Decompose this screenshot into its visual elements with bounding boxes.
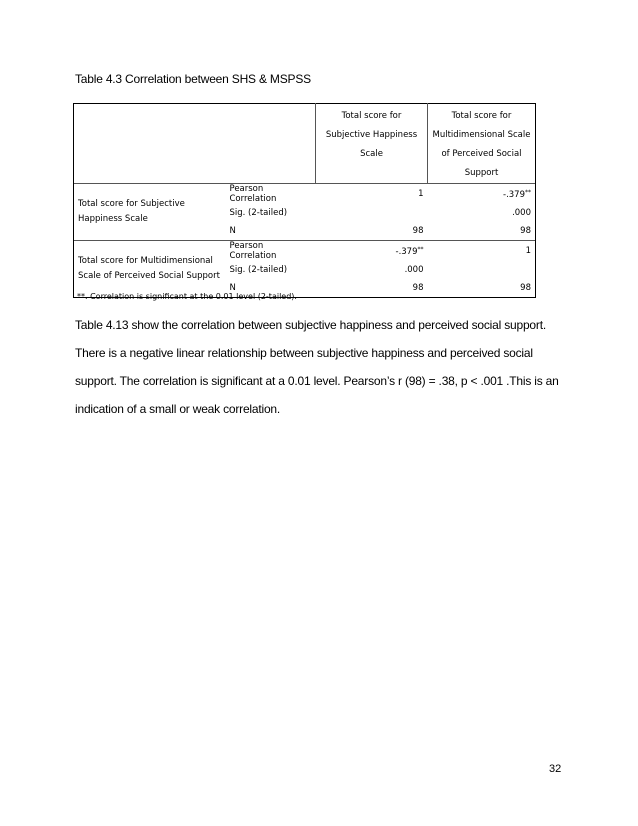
- table-footnote: **. Correlation is significant at the 0.01 level (2-tailed).: [77, 292, 297, 301]
- table-caption: Table 4.3 Correlation between SHS & MSPSS: [75, 72, 311, 86]
- stat-label: Sig. (2-tailed): [229, 208, 288, 218]
- correlation-table: [73, 103, 536, 298]
- cell-value: [316, 204, 428, 222]
- paragraph-line: support. The correlation is significant at a 0.01 level. Pearson’s r (98) = .38, p < .001 .This is an: [75, 374, 559, 388]
- cell-value: 98: [412, 226, 424, 236]
- paragraph-line: indication of a small or weak correlation.: [75, 402, 281, 416]
- cell-value: -.379**: [428, 184, 536, 205]
- col-header-shs: Total score for Subjective Happiness Scale: [316, 104, 428, 184]
- cell-value: 98: [428, 222, 536, 241]
- col-header-mspss: Total score for Multidimensional Scale of Perceived Social Support: [428, 104, 536, 184]
- significance-mark: **: [417, 245, 424, 253]
- paragraph-line: There is a negative linear relationship between subjective happiness and perceived social: [75, 346, 533, 360]
- cell-value: 98: [428, 279, 536, 298]
- cell-value: 98: [316, 279, 428, 298]
- page-number: 32: [549, 763, 562, 775]
- stat-label: Pearson Correlation: [226, 184, 316, 205]
- cell-value: [428, 261, 536, 279]
- table-header-row: [74, 104, 536, 184]
- table-row: [74, 184, 536, 205]
- stat-label: Sig. (2-tailed): [229, 265, 288, 275]
- table-row: [74, 241, 536, 262]
- row-label-mspss: Total score for Multidimensional Scale of Perceived Social Support: [74, 241, 226, 298]
- significance-mark: **: [525, 188, 531, 196]
- cell-value: 1: [428, 241, 536, 262]
- cell-value: .000: [404, 265, 424, 275]
- row-label-shs: Total score for Subjective Happiness Scale: [74, 184, 226, 241]
- table-corner-cell: [74, 104, 316, 184]
- stat-label: N: [229, 226, 236, 236]
- cell-value: 1: [316, 184, 428, 205]
- cell-value: .000: [428, 204, 536, 222]
- stat-label: N: [226, 279, 316, 298]
- stat-label: Pearson Correlation: [226, 241, 316, 262]
- paragraph-line: Table 4.13 show the correlation between subjective happiness and perceived social support.: [75, 318, 546, 332]
- cell-value: -.379**: [316, 241, 428, 262]
- body-paragraph: [75, 317, 559, 429]
